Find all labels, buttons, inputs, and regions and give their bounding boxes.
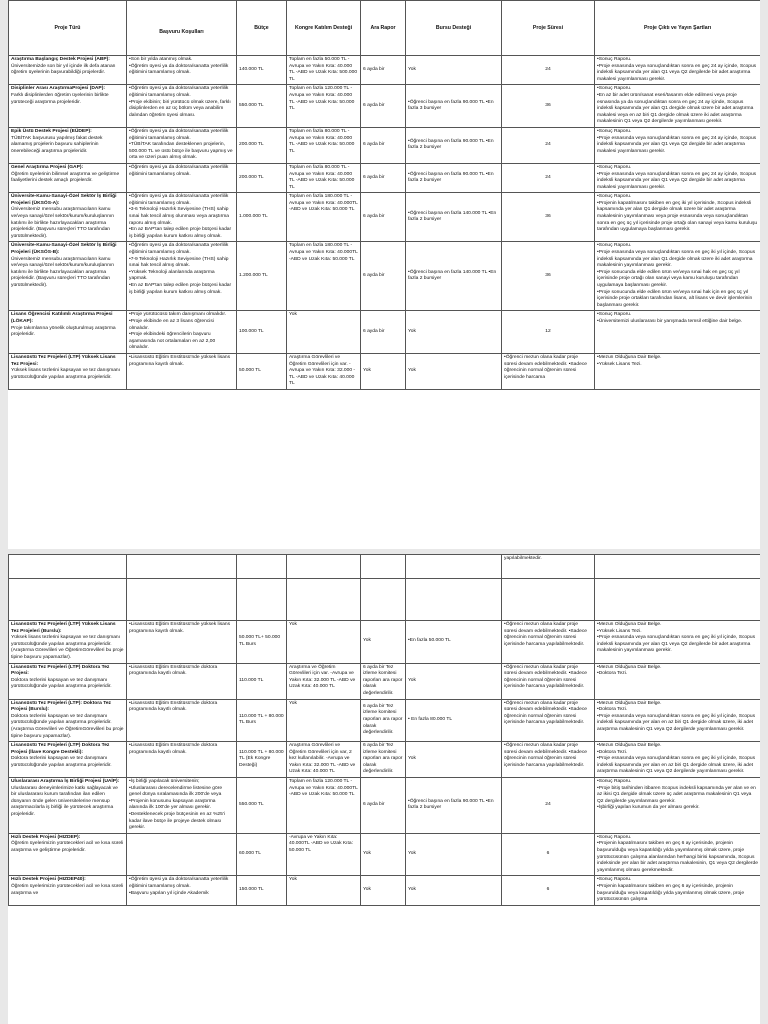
project-type-cell [9, 353, 127, 389]
duration-cell: •Öğrenci mezun olana kadar proje süresi devam edebilmektedir. •Sadece öğrencinin normal öğrenim süresi içerisinde harcama [502, 353, 595, 389]
congress-cell: Toplam en fazla 50.000 TL -Avrupa ve Yakın Kıta: 40.000 TL -ABD ve Uzak Kıta: 500.000 TL [287, 56, 361, 85]
project-type-cell [9, 193, 127, 242]
condition-item: •İş birliği yapılacak üniversitenin; [129, 779, 200, 785]
duration-cell: 24 [502, 56, 595, 85]
project-title: Lisans Öğrencisi Katılımlı Araştırma Projesi (LÖKAP): [11, 312, 113, 324]
output-item: •Üniversitemizi uluslararası bir yarışmada temsil ettiğine dair belge. [597, 318, 743, 324]
budget-cell: 550.000 TL [237, 85, 287, 128]
output-item: •Projenin kapatılmasını takiben en geç 6 ay içerisinde, projenin başvurulduğu veya kapatıldığı yılda yayımlanmış olmak üzere, proje yürütücüsünün çalışma [597, 883, 745, 903]
project-title: Hızlı Destek Projesi (HIZDEP40): [11, 877, 86, 883]
project-title: Lisansüstü Tez Projeleri (LTP) Doktora Tez Projesi: [11, 664, 110, 677]
output-item: •Mezun Olduğuna Dair Belge. [597, 622, 662, 627]
header-project-type: Proje Türü [9, 1, 127, 56]
output-item: •Projenin kapatılmasını takiben en geç 6 ay içerisinde, projenin başvurulduğu veya kapatıldığı yılda yayımlanmış olmak üzere, proje yürütücüsünün çalışma alanlarından herhangi birisi kapsamında, Scopus indeksinde yer alan bir adet araştırma makalesinin, Q1 veya Q2 dergilerde yayımlanmış olması gerekmektedir. [597, 841, 758, 873]
condition-item: •Lisansüstü Eğitim Enstitüsü'nde yüksek lisans programına kayıtlı olmak. [129, 354, 231, 367]
table-row [9, 85, 761, 128]
scholarship-cell: •Öğrenci başına en fazla 90.000 TL •En fazla 2 bursiyer [406, 127, 502, 163]
output-item: •Sonuç Raporu. [597, 128, 632, 134]
output-item: •Mezun Olduğuna Dair Belge. [597, 743, 662, 749]
project-title: Üniversite-Kamu-Sanayi-Özel Sektör İş Birliği Projeleri (ÜKSÖS-B): [11, 243, 117, 256]
output-item: •Sonuç Raporu. [597, 779, 632, 785]
project-description: Proje takımlarına yönelik oluşturulmuş araştırma projeleridir. [11, 325, 116, 338]
condition-item: •Projenin konusunu kapsayan araştırma alanında ilk 100'de yer alması gerekir. [129, 798, 216, 811]
project-type-cell [9, 163, 127, 192]
table-row [9, 663, 761, 699]
condition-item: •Proje ekibindeki öğrencilerin başvuru aşamasında not ortalamaları en az 2,00 olmalıdır. [129, 332, 216, 351]
condition-item: •3-6 Teknoloji Hazırlık Seviyesine (THS) sahip sınai hak tescil almış olunması veya araştırma raporu almış olmak. [129, 207, 230, 226]
project-title: Lisansüstü Tez Projeleri (LTP) Doktora Tez Projesi (İlave Kongre Destekli): [11, 743, 110, 755]
scholarship-cell: Yok [406, 56, 502, 85]
output-item: •Proje esnasında veya sonuçlandıktan sonra en geç 24 ay içinde, Scopus indeksli kapsamında yer alan Q1 veya Q2 dergilerde bir adet araştırma makalesi yayımlanması gerekir. [597, 63, 757, 82]
congress-cell: -Avrupa ve Yakın Kıta: 40.000TL -ABD ve Uzak Kıta: 50.000 TL [287, 833, 361, 876]
scholarship-cell: •En fazla 50.000 TL [406, 621, 502, 664]
conditions-cell [127, 778, 237, 834]
output-cell [595, 311, 761, 354]
project-type-cell [9, 742, 127, 778]
output-item: •Sonuç Raporu. [597, 194, 632, 200]
report-cell: 6 ayda bir [361, 56, 406, 85]
project-title: Araştırma Başlangıç Destek Projesi (ABP): [11, 57, 110, 62]
project-type-cell [9, 876, 127, 905]
duration-cell: 6 [502, 876, 595, 905]
conditions-cell [127, 193, 237, 242]
output-item: •Proje bitiş tarihinden itibaren Scopus indeksli kapsamında yer alan ve en az ikisi Q1 dergide olmak üzere üç adet araştırma makalesinin Q1 veya Q2 dergilerde yayımlanması gerekir. [597, 785, 756, 804]
congress-cell: Toplam en fazla 120.000 TL -Avrupa ve Yakın Kıta: 40.000 TL -ABD ve Uzak Kıta: 50.000 TL [287, 85, 361, 128]
condition-item: •Lisansüstü Eğitim Enstitüsü'nde doktora programında kayıtlı olmak. [129, 664, 218, 677]
table-row [9, 742, 761, 778]
scholarship-cell: Yok [406, 663, 502, 699]
project-type-cell [9, 699, 127, 742]
header-duration: Proje Süresi [502, 1, 595, 56]
congress-cell: Araştırma Görevlileri ve Öğretim Görevlileri için var. -Avrupa ve Yakın Kıta: 32.000 -TL -ABD ve Uzak Kıta: 40.000 TL [287, 353, 361, 389]
project-title: Epik Üstü Destek Projesi (EÜDEP): [11, 128, 92, 134]
project-type-cell [9, 56, 127, 85]
budget-cell: 150.000 TL [237, 876, 287, 905]
project-description: Üniversitemiz mensubu araştırmacıların kamu ve/veya sanayi/özel sektör/kurum/kuruluşlarının katılımı ile birlikte hazırlayacakları araştırma projeleridir. (Başvuru süreçleri TTO tarafından yürütülmektedir). [11, 256, 115, 288]
scholarship-cell: Yok [406, 311, 502, 354]
congress-cell: Araştırma ve Öğretim Görevlileri için var. -Avrupa ve Yakın Kıta: 32.000 TL -ABD ve Uzak Kıta: 40.000 TL [287, 663, 361, 699]
duration-cell: •Öğrenci mezun olana kadar proje süresi devam edebilmektedir. •Sadece öğrencinin normal öğrenim süresi içerisinde harcama yapılabilmektedir. [502, 621, 595, 664]
output-item: •En az bir adet ürün/sanat eseri/tasarım elde edilmesi veya proje esnasında ya da sonuçlandıktan sonra en geç 24 ay içinde, Scopus indeksli kapsamında yer alan Q1 dergide olmak üzere bir adet araştırma makalesi veya en az biri Q1 dergide olmak üzere iki adet araştırma makalesinin Q1 veya Q2 dergilerde yayımlanması gerekir. [597, 92, 754, 125]
output-item: •Yüksek Lisans Tezi. [597, 628, 642, 634]
output-cell [595, 353, 761, 389]
output-item: •Mezun Olduğuna Dair Belge. [597, 700, 662, 706]
condition-item: •Proje ekibinin; biri yürütücü olmak üzere, farklı disiplinlerden en az üç bölüm veya anabilim dalından öğretim üyesi olması. [129, 99, 231, 118]
conditions-cell [127, 311, 237, 354]
project-title: Lisansüstü Tez Projeleri (LTP): Doktora Tez Projesi (Burslu): [11, 700, 111, 713]
support-table [8, 0, 760, 390]
condition-item: •7-9 Teknoloji Hazırlık Seviyesine (THS) sahip sınai hak tescil almış olmak. [129, 256, 229, 269]
project-description: Doktora tezlerini kapsayan ve tez danışmanı yürütücülüğünde yapılan araştırma projeleridir. (Araştırma Görevlileri ve ÖğretimGörevlileri bu proje tipine başvuru yapamazlar). [11, 713, 124, 739]
header-budget: Bütçe [237, 1, 287, 56]
project-title: Uluslararası Araştırma İş Birliği Projesi (UAİP): [11, 779, 120, 785]
continuation-row [9, 555, 761, 579]
conditions-cell [127, 127, 237, 163]
table-row [9, 621, 761, 664]
output-cell [595, 699, 761, 742]
report-cell: 6 ayda bir [361, 311, 406, 354]
project-type-cell [9, 242, 127, 311]
duration-cell: 36 [502, 85, 595, 128]
output-cell [595, 163, 761, 192]
table-row [9, 242, 761, 311]
output-item: •Mezun Olduğuna Dair Belge. [597, 664, 662, 670]
scholarship-cell: Yok [406, 833, 502, 876]
project-description: Uluslararası deneyimlerimize katkı sağlayacak ve bir uluslararası kurum tarafından ilan edilen dünyanın önde gelen üniversitelerine mensup araştırmacılarla iş birliği ile yürütecek araştırma projeleridir. [11, 785, 118, 818]
condition-item: •Öğretim üyesi ya da doktora/sanatta yeterlilik eğitimini tamamlamış olmak. [129, 86, 229, 98]
scholarship-cell: •Öğrenci başına en fazla 90.000 TL •En fazla 3 bursiyer [406, 85, 502, 128]
table-row [9, 699, 761, 742]
output-cell [595, 833, 761, 876]
report-cell: Yok [361, 833, 406, 876]
header-report: Ara Rapor [361, 1, 406, 56]
project-description: Doktora tezlerini kapsayan ve tez danışmanı yürütücülüğünde yapılan araştırma projeleridir. [11, 756, 112, 768]
duration-cell: 6 [502, 833, 595, 876]
project-title: Üniversite-Kamu-Sanayi-Özel Sektör İş Birliği Projeleri (ÜKSÖS-A): [11, 194, 117, 206]
output-item: •Proje esnasında veya sonuçlandıktan sonra en geç iki yıl içinde, Scopus indeksli kapsamında yer alan Q1 dergide olmak üzere iki adet araştırma makalesinin yayımlanması gerekir. [597, 250, 756, 269]
project-description: Yüksek lisans tezlerini kapsayan ve tez danışmanı yürütücülüğünde yapılan araştırma projeleridir. [11, 368, 121, 380]
conditions-cell [127, 833, 237, 876]
report-cell: 6 ayda bir Tez izleme komitesi raporları ara rapor olarak değerlendirilir. [361, 742, 406, 778]
conditions-cell [127, 876, 237, 905]
output-item: •Sonuç Raporu. [597, 86, 632, 92]
table-row [9, 56, 761, 85]
scholarship-cell: • En fazla 80.000 TL [406, 699, 502, 742]
output-item: •Doktora Tezi. [597, 707, 628, 713]
header-congress: Kongre Katılım Desteği [287, 1, 361, 56]
congress-cell: Yok [287, 699, 361, 742]
project-type-cell [9, 833, 127, 876]
report-cell: 6 ayda bir [361, 242, 406, 311]
table-row [9, 353, 761, 389]
project-type-cell [9, 127, 127, 163]
report-cell: 6 ayda bir [361, 163, 406, 192]
congress-cell: Araştırma Görevlileri ve Öğretim Görevlileri için var, 2 kez kullanılabilir. -Avrupa ve Yakın Kıta: 32.000 TL -ABD ve Uzak Kıta: 40.000 TL [287, 742, 361, 778]
conditions-cell [127, 353, 237, 389]
duration-cell: 36 [502, 193, 595, 242]
scholarship-cell: Yok [406, 876, 502, 905]
condition-item: •Öğretim üyesi ya da doktora/sanatta yeterlilik eğitimini tamamlamış olmak. [129, 128, 229, 141]
output-item: •İşbirliği yapılan kurumun da yer alması gerekir. [597, 805, 700, 811]
scholarship-cell: Yok [406, 353, 502, 389]
report-cell: 6 ayda bir [361, 127, 406, 163]
output-item: •Doktora Tezi. [597, 749, 628, 755]
output-item: •Proje esnasında veya sonuçlandıktan sonra en geç iki yıl içinde, Scopus indeksli kapsamında yer alan Q1 veya Q2 dergilerde bir adet araştırma makalesinin yayımlanması gerekir. [597, 635, 756, 654]
output-item: •Sonuç Raporu. [597, 164, 632, 170]
condition-item: •Öğretim üyesi ya da doktora/sanatta yeterlilik eğitimini tamamlamış olmak. [129, 164, 229, 177]
condition-item: •Öğretim üyesi ya da doktora/sanatta yeterlilik eğitimini tamamlamış olmak. [129, 63, 229, 76]
support-table-continued [8, 554, 760, 906]
congress-cell: Yok [287, 311, 361, 354]
table-row [9, 127, 761, 163]
project-type-cell [9, 311, 127, 354]
conditions-cell [127, 663, 237, 699]
condition-item: •Başvuru yapılan yıl içinde Akademik [129, 890, 209, 896]
table-row [9, 193, 761, 242]
report-cell: 6 ayda bir Tez izleme komitesi raporları ara rapor olarak değerlendirilir. [361, 699, 406, 742]
condition-item: •Öğretim üyesi ya da doktora/sanatta yeterlilik eğitimini tamamlamış olmak. [129, 877, 229, 889]
scholarship-cell: •Öğrenci başına en fazla 90.000 TL •En fazla 2 bursiyer [406, 778, 502, 834]
table-row [9, 311, 761, 354]
output-item: •Sonuç Raporu. [597, 312, 632, 318]
budget-cell: 50.000 TL [237, 353, 287, 389]
budget-cell: 110.000 TL [237, 663, 287, 699]
conditions-cell [127, 56, 237, 85]
budget-cell: 60.000 TL [237, 833, 287, 876]
document-page-1 [8, 0, 760, 549]
report-cell: 6 ayda bir [361, 85, 406, 128]
conditions-cell [127, 621, 237, 664]
budget-cell: 140.000 TL [237, 56, 287, 85]
condition-item: •En az BAP'tan talep edilen proje bütçesi kadar iş birliği yapılan kurum katkısı almış olmak. [129, 283, 232, 295]
output-item: •Projenin kapatılmasını takiben en geç iki yıl içerisinde, Scopus indeksli kapsamında yer alan Q1 dergide olmak üzere bir adet araştırma makalesinin yayımlanması veya proje esnasında veya sonuçlandıktan sonra en geç üç yıl içerisinde proje ortağı olan sanayi veya kamu kuruluşu tarafından uygulamaya başlanması gerekir. [597, 200, 758, 233]
condition-item: •Öğretim üyesi ya da doktora/sanatta yeterlilik eğitimini tamamlamış olmak. [129, 194, 229, 206]
duration-cell: •Öğrenci mezun olana kadar proje süresi devam edebilmektedir. •Sadece öğrencinin normal öğrenim süresi içerisinde harcama yapılabilmektedir. [502, 663, 595, 699]
duration-cell: 12 [502, 311, 595, 354]
output-item: •Proje esnasında veya sonuçlandıktan sonra en geç 24 ay içinde, Scopus indeksli kapsamında yer alan Q1 veya Q2 dergide bir adet araştırma makalesi yayımlanması gerekir. [597, 171, 757, 190]
conditions-cell [127, 163, 237, 192]
project-title: Hızlı Destek Projesi (HIZDEP): [11, 834, 81, 840]
congress-cell: Toplam en fazla 180.000 TL -Avrupa ve Yakın Kıta: 40.000TL -ABD ve Uzak Kıta: 50.000 TL [287, 242, 361, 311]
project-description: TÜBİTAK başvurusu yapılmış fakat destek alamamış projelerin başvuru sahiplerinin önerebileceği araştırma projeleridir. [11, 135, 103, 154]
output-item: •Sonuç Raporu. [597, 57, 632, 62]
scholarship-cell: Yok [406, 742, 502, 778]
budget-cell: 110.000 TL + 80.000 TL (Ek Kongre Desteği) [237, 742, 287, 778]
output-item: •Yüksek Lisans Tezi. [597, 361, 642, 367]
condition-item: •Lisansüstü Eğitim Enstitüsü'nde doktora programında kayıtlı olmak. [129, 700, 218, 713]
project-description: Öğretim üyelerimizin yürütecekleri acil ve kısa süreli araştırma ve [11, 883, 124, 896]
output-item: •Proje esnasında veya sonuçlandıktan sonra en geç iki yıl içinde, Scopus indeksli kapsamında yer alan en az biri Q1 dergide olmak üzere, iki adet araştırma makalesinin Q1 veya Q2 dergilerde yayımlanması gerekir. [597, 713, 756, 732]
conditions-cell [127, 242, 237, 311]
output-item: •Mezun Olduğuna Dair Belge. [597, 354, 662, 360]
report-cell: Yok [361, 876, 406, 905]
project-title: Genel Araştırma Projesi (GAP): [11, 164, 84, 170]
duration-cell: 24 [502, 127, 595, 163]
condition-item: •Desteklenecek proje bütçesinin en az %25'i kadar ilave bütçe ile projeye destek olması gerekir. [129, 812, 225, 831]
blank-row [9, 579, 761, 621]
budget-cell: 110.000 TL + 80.000 TL Burs [237, 699, 287, 742]
condition-item: •Proje ekibinde en az 3 lisans öğrencisi olmalıdır. [129, 318, 214, 331]
report-cell: 6 ayda bir Tez izleme komitesi raporları ara rapor olarak değerlendirilir. [361, 663, 406, 699]
output-cell [595, 56, 761, 85]
duration-cell: 24 [502, 163, 595, 192]
congress-cell: Toplam en fazla 180.000 TL -Avrupa ve Yakın Kıta: 40.000TL -ABD ve Uzak Kıta: 50.000 TL [287, 193, 361, 242]
duration-cell: 24 [502, 778, 595, 834]
document-page-2 [8, 554, 760, 1024]
output-cell [595, 85, 761, 128]
project-type-cell [9, 621, 127, 664]
report-cell: 6 ayda bir [361, 778, 406, 834]
project-description: Öğretim üyelerimizin yürütecekleri acil ve kısa süreli araştırma ve geliştirme projeleridir. [11, 841, 124, 853]
project-title: Disiplinler Arası AraştırmaProjesi (DAP): [11, 86, 105, 92]
condition-item: •Son bir yılda atanmış olmak. [129, 57, 193, 62]
congress-cell: Toplam en fazla 80.000 TL -Avrupa ve Yakın Kıta: 40.000 TL -ABD ve Uzak Kıta: 50.000 TL [287, 127, 361, 163]
output-cell [595, 127, 761, 163]
condition-item: •Lisansüstü Eğitim Enstitüsü'nde doktora programında kayıtlı olmak. [129, 743, 218, 755]
project-description: Doktora tezlerini kapsayan ve tez danışmanı yürütücülüğünde yapılan araştırma projeleridir. [11, 677, 112, 690]
conditions-cell [127, 85, 237, 128]
condition-item: •Öğretim üyesi ya da doktora/sanatta yeterlilik eğitimini tamamlamış olmak. [129, 243, 229, 256]
project-description: Üniversitemizde son bir yıl içinde ilk defa atanan öğretim üyelerinin başvurabildiği projelerdir. [11, 63, 116, 76]
report-cell: 6 ayda bir [361, 193, 406, 242]
project-type-cell [9, 778, 127, 834]
budget-cell: 550.000 TL [237, 778, 287, 834]
project-type-cell [9, 85, 127, 128]
condition-item: •Yüksek Teknoloji alanlarında araştırma yapmak. [129, 269, 215, 282]
output-cell [595, 621, 761, 664]
budget-cell: 1.000.000 TL [237, 193, 287, 242]
condition-item: •TÜBİTAK tarafından desteklenen projelerin, 500.000 TL ve üstü bütçe ile başvuru yapmış ve orta ve üzeri puan almış olmak. [129, 142, 233, 161]
conditions-cell [127, 742, 237, 778]
condition-item: •Lisansüstü Eğitim Enstitüsü'nde yüksek lisans programına kayıtlı olmak. [129, 622, 231, 634]
duration-cell: •Öğrenci mezun olana kadar proje süresi devam edebilmektedir. •Sadece öğrencinin normal öğrenim süresi içerisinde harcama yapılabilmektedir. [502, 699, 595, 742]
header-output: Proje Çıktı ve Yayın Şartları [595, 1, 761, 56]
congress-cell: Toplam en fazla 120.000 TL -Avrupa ve Yakın Kıta: 40.000TL -ABD ve Uzak Kıta: 50.000 TL [287, 778, 361, 834]
output-item: •Proje sonucunda elde edilen ürün ve/veya sınai hak en geç üç yıl içerisinde proje ortağı olan sanayi veya kamu kuruluşu tarafından uygulamaya başlanması gerekir. [597, 269, 740, 288]
budget-cell: 200.000 TL [237, 127, 287, 163]
duration-cell: 36 [502, 242, 595, 311]
report-cell: Yok [361, 621, 406, 664]
output-cell [595, 778, 761, 834]
output-item: •Sonuç Raporu. [597, 243, 632, 249]
congress-cell: Toplam en fazla 80.000 TL -Avrupa ve Yakın Kıta: 40.000 TL -ABD ve Uzak Kıta: 50.000 TL [287, 163, 361, 192]
congress-cell: Yok [287, 876, 361, 905]
table-row [9, 833, 761, 876]
output-cell [595, 663, 761, 699]
output-item: •Doktora Tezi. [597, 671, 628, 677]
project-title: Lisansüstü Tez Projeleri (LTP) Yüksek Lisans Tez Projeleri (Burslu): [11, 622, 116, 634]
table-row [9, 876, 761, 905]
budget-cell: 50.000 TL+ 50.000 TL Burs [237, 621, 287, 664]
header-scholarship: Bursu Desteği [406, 1, 502, 56]
output-cell [595, 742, 761, 778]
project-description: Yüksek lisans tezlerini kapsayan ve tez danışmanı yürütücülüğünde yapılan araştırma projeleridir. (Araştırma Görevlileri ve ÖğretimGörevlileri bu proje tipine başvuru yapamazlar). [11, 635, 124, 660]
output-cell [595, 242, 761, 311]
budget-cell: 1.200.000 TL [237, 242, 287, 311]
scholarship-cell: •Öğrenci başına en fazla 140.000 TL •En fazla 2 bursiyer [406, 193, 502, 242]
table-row [9, 163, 761, 192]
project-description: Farklı disiplinlerden öğretim üyelerinin birlikte yürüteceği araştırma projeleridir. [11, 92, 109, 105]
output-item: •Sonuç Raporu. [597, 834, 632, 840]
project-description: Öğretim üyelerinin bilimsel araştırma ve geliştirme faaliyetlerini destek amaçlı projelerdir. [11, 171, 120, 184]
project-title: Lisansüstü Tez Projeleri (LTP) Yüksek Lisans Tez Projesi: [11, 354, 116, 367]
table-row [9, 778, 761, 834]
output-item: •Proje esnasında veya sonuçlandıktan sonra en geç iki yıl içinde, Scopus indeksli kapsamında yer alan en az biri Q1 dergide olmak üzere, iki adet araştırma makalesinin Q1 veya Q2 dergilerde yayımlanması gerekir. [597, 756, 756, 775]
output-item: •Proje esnasında veya sonuçlandıktan sonra en geç 24 ay içinde, Scopus indeksli kapsamında yer alan Q1 veya Q2 dergide bir adet araştırma makalesi yayımlanması gerekir. [597, 135, 757, 154]
report-cell: Yok [361, 353, 406, 389]
table-header-row [9, 1, 761, 56]
scholarship-cell: •Öğrenci başına en fazla 90.000 TL •En fazla 2 bursiyer [406, 163, 502, 192]
condition-item: •Proje yürütücüsü takım danışmanı olmalıdır. [129, 312, 227, 318]
header-conditions: Başvuru Koşulları [127, 1, 237, 56]
condition-item: •En az BAP'tan talep edilen proje bütçesi kadar iş birliği yapılan kurum katkısı almış olmak. [129, 227, 232, 239]
project-description: Üniversitemiz mensubu araştırmacıların kamu ve/veya sanayi/özel sektör/kurum/kuruluşlarının katılımı ile birlikte hazırlayacakları araştırma projeleridir. (Başvuru süreçleri TTO tarafından yürütülmektedir). [11, 207, 115, 239]
output-item: •Sonuç Raporu. [597, 877, 632, 883]
project-type-cell [9, 663, 127, 699]
condition-item: •Uluslararası derecelendirme listesine göre genel dünya sıralamasında ilk 200'de veya [129, 785, 223, 798]
congress-cell: Yok [287, 621, 361, 664]
output-cell [595, 193, 761, 242]
output-item: •Proje sonucunda elde edilen ürün ve/veya sınai hak için en geç üç yıl içerisinde proje ortakları tarafından lisans, alt lisans ve devir işlemlerinin başlanması gerekir. [597, 289, 753, 308]
scholarship-cell: •Öğrenci başına en fazla 140.000 TL •En fazla 2 bursiyer [406, 242, 502, 311]
budget-cell: 100.000 TL [237, 311, 287, 354]
output-cell [595, 876, 761, 905]
duration-cell: •Öğrenci mezun olana kadar proje süresi devam edebilmektedir. •Sadece öğrencinin normal öğrenim süresi içerisinde harcama yapılabilmektedir. [502, 742, 595, 778]
budget-cell: 200.000 TL [237, 163, 287, 192]
continuation-text: yapılabilmektedir. [502, 555, 595, 579]
conditions-cell [127, 699, 237, 742]
